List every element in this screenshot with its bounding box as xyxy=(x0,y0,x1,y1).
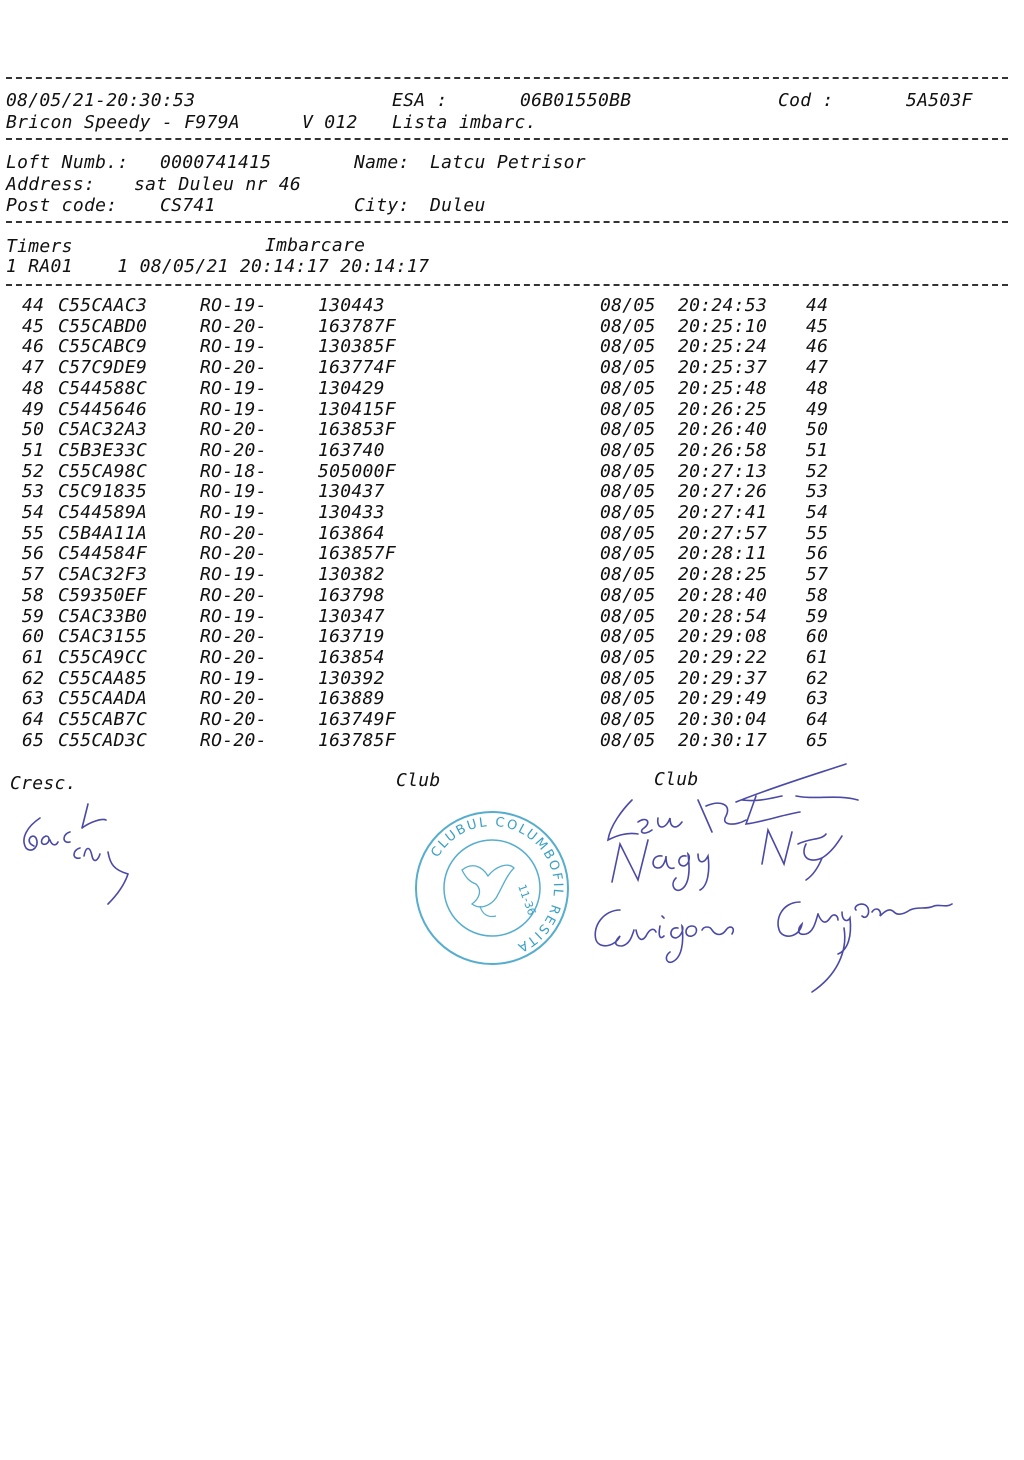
ring-prefix: RO-20- xyxy=(200,522,267,544)
arrival-time: 20:26:25 xyxy=(678,398,768,420)
arrival-position: 44 xyxy=(806,295,829,316)
arrival-time: 20:29:37 xyxy=(678,667,768,689)
arrival-date: 08/05 xyxy=(600,543,656,565)
row-number: 53 xyxy=(22,481,45,503)
arrival-time: 20:29:08 xyxy=(678,626,768,648)
arrival-position: 47 xyxy=(806,357,829,379)
arrival-time: 20:25:24 xyxy=(678,336,768,358)
arrival-position: 45 xyxy=(806,315,829,337)
ring-prefix: RO-20- xyxy=(200,543,267,565)
arrival-date: 08/05 xyxy=(600,564,656,586)
arrival-position: 59 xyxy=(806,605,829,627)
arrival-date: 08/05 xyxy=(600,709,656,730)
row-number: 57 xyxy=(22,564,45,586)
arrival-date: 08/05 xyxy=(600,667,656,689)
arrival-time: 20:25:37 xyxy=(678,357,768,379)
row-number: 59 xyxy=(22,605,45,627)
ring-number: 130433 xyxy=(318,502,385,523)
ring-number: 130415F xyxy=(318,398,396,420)
address-value: sat Duleu nr 46 xyxy=(134,174,302,195)
arrival-date: 08/05 xyxy=(600,460,656,482)
ring-number: 130382 xyxy=(318,564,385,586)
chip-id: C55CA9CC xyxy=(58,646,148,668)
row-number: 63 xyxy=(22,688,45,710)
arrival-date: 08/05 xyxy=(600,419,656,441)
ring-number: 163798 xyxy=(318,584,385,606)
arrival-position: 49 xyxy=(806,398,829,420)
row-number: 54 xyxy=(22,502,45,523)
row-number: 51 xyxy=(22,439,45,461)
arrival-date: 08/05 xyxy=(600,315,656,337)
device-version: V 012 xyxy=(302,112,358,133)
ring-prefix: RO-20- xyxy=(200,357,267,379)
ring-prefix: RO-20- xyxy=(200,315,267,337)
ring-number: 163853F xyxy=(318,419,396,441)
ring-number: 130437 xyxy=(318,481,385,503)
list-title: Lista imbarc. xyxy=(392,112,537,133)
ring-number: 130347 xyxy=(318,605,385,627)
arrival-date: 08/05 xyxy=(600,336,656,358)
esa-value: 06B01550BB xyxy=(520,90,632,111)
ring-prefix: RO-20- xyxy=(200,729,267,751)
chip-id: C55CA98C xyxy=(58,460,148,482)
arrival-date: 08/05 xyxy=(600,729,656,751)
ring-prefix: RO-19- xyxy=(200,605,267,627)
arrival-date: 08/05 xyxy=(600,522,656,544)
stamp-text: CLUBUL COLUMBOFIL RESITA xyxy=(428,814,566,956)
chip-id: C55CABC9 xyxy=(58,336,148,358)
arrival-date: 08/05 xyxy=(600,295,656,316)
arrival-date: 08/05 xyxy=(600,605,656,627)
chip-id: C5B4A11A xyxy=(58,522,148,544)
row-number: 44 xyxy=(22,295,45,316)
arrival-time: 20:30:17 xyxy=(678,729,768,751)
ring-prefix: RO-19- xyxy=(200,564,267,586)
ring-number: 130443 xyxy=(318,295,385,316)
chip-id: C55CAADA xyxy=(58,688,148,710)
ring-prefix: RO-20- xyxy=(200,646,267,668)
arrival-position: 61 xyxy=(806,646,829,668)
arrival-position: 56 xyxy=(806,543,829,565)
row-number: 50 xyxy=(22,419,45,441)
chip-id: C55CABD0 xyxy=(58,315,148,337)
arrival-date: 08/05 xyxy=(600,377,656,399)
chip-id: C5AC3155 xyxy=(58,626,148,648)
chip-id: C55CAAC3 xyxy=(58,295,148,316)
postcode-label: Post code: xyxy=(6,195,118,216)
arrival-position: 53 xyxy=(806,481,829,503)
arrival-date: 08/05 xyxy=(600,502,656,523)
arrival-date: 08/05 xyxy=(600,357,656,379)
ring-number: 163787F xyxy=(318,315,396,337)
arrival-time: 20:26:40 xyxy=(678,419,768,441)
breeder-signature xyxy=(10,798,140,918)
loft-number-label: Loft Numb.: xyxy=(6,152,129,173)
arrival-position: 60 xyxy=(806,626,829,648)
chip-id: C5AC33B0 xyxy=(58,605,148,627)
ring-number: 130429 xyxy=(318,377,385,399)
row-number: 61 xyxy=(22,646,45,668)
ring-prefix: RO-20- xyxy=(200,419,267,441)
chip-id: C544588C xyxy=(58,377,148,399)
ring-number: 163854 xyxy=(318,646,385,668)
arrival-time: 20:27:57 xyxy=(678,522,768,544)
ring-prefix: RO-19- xyxy=(200,667,267,689)
arrival-position: 65 xyxy=(806,729,829,751)
ring-prefix: RO-18- xyxy=(200,460,267,482)
arrival-date: 08/05 xyxy=(600,398,656,420)
ring-number: 163889 xyxy=(318,688,385,710)
chip-id: C5AC32A3 xyxy=(58,419,148,441)
address-label: Address: xyxy=(6,174,96,195)
chip-id: C544589A xyxy=(58,502,148,523)
arrival-time: 20:28:40 xyxy=(678,584,768,606)
chip-id: C55CAA85 xyxy=(58,667,148,689)
ring-prefix: RO-19- xyxy=(200,398,267,420)
postcode-value: CS741 xyxy=(160,195,216,216)
ring-number: 163774F xyxy=(318,357,396,379)
row-number: 64 xyxy=(22,709,45,730)
ring-prefix: RO-20- xyxy=(200,439,267,461)
arrival-time: 20:30:04 xyxy=(678,709,768,730)
arrival-position: 64 xyxy=(806,709,829,730)
ring-number: 163740 xyxy=(318,439,385,461)
arrival-time: 20:26:58 xyxy=(678,439,768,461)
arrival-date: 08/05 xyxy=(600,481,656,503)
arrival-position: 55 xyxy=(806,522,829,544)
arrival-position: 57 xyxy=(806,564,829,586)
chip-id: C55CAB7C xyxy=(58,709,148,730)
ring-number: 163785F xyxy=(318,729,396,751)
report-datetime: 08/05/21-20:30:53 xyxy=(6,90,196,111)
row-number: 62 xyxy=(22,667,45,689)
club-signatures xyxy=(586,760,966,1000)
ring-prefix: RO-19- xyxy=(200,295,267,316)
imbarcare-label: Imbarcare xyxy=(265,235,366,256)
name-label: Name: xyxy=(354,152,410,173)
arrival-time: 20:28:11 xyxy=(678,543,768,565)
separator-timers xyxy=(6,284,1008,286)
row-number: 65 xyxy=(22,729,45,751)
chip-id: C5AC32F3 xyxy=(58,564,148,586)
chip-id: C59350EF xyxy=(58,584,148,606)
row-number: 47 xyxy=(22,357,45,379)
arrival-date: 08/05 xyxy=(600,688,656,710)
city-label: City: xyxy=(354,195,410,216)
chip-id: C5B3E33C xyxy=(58,439,148,461)
ring-prefix: RO-19- xyxy=(200,481,267,503)
ring-number: 163719 xyxy=(318,626,385,648)
row-number: 49 xyxy=(22,398,45,420)
ring-prefix: RO-20- xyxy=(200,626,267,648)
club-stamp xyxy=(410,806,574,970)
row-number: 52 xyxy=(22,460,45,482)
arrival-position: 63 xyxy=(806,688,829,710)
chip-id: C5C91835 xyxy=(58,481,148,503)
ring-prefix: RO-20- xyxy=(200,584,267,606)
separator-header xyxy=(6,138,1008,140)
row-number: 58 xyxy=(22,584,45,606)
separator-loft xyxy=(6,221,1008,223)
row-number: 45 xyxy=(22,315,45,337)
ring-prefix: RO-19- xyxy=(200,502,267,523)
arrival-date: 08/05 xyxy=(600,584,656,606)
arrival-time: 20:27:26 xyxy=(678,481,768,503)
ring-prefix: RO-20- xyxy=(200,709,267,730)
cresc-label: Cresc. xyxy=(10,773,77,794)
arrival-time: 20:25:10 xyxy=(678,315,768,337)
ring-prefix: RO-20- xyxy=(200,688,267,710)
chip-id: C55CAD3C xyxy=(58,729,148,751)
chip-id: C5445646 xyxy=(58,398,148,420)
city-value: Duleu xyxy=(430,195,486,216)
arrival-position: 48 xyxy=(806,377,829,399)
club-label-1: Club xyxy=(396,770,441,791)
arrival-position: 50 xyxy=(806,419,829,441)
ring-number: 505000F xyxy=(318,460,396,482)
arrival-time: 20:29:49 xyxy=(678,688,768,710)
arrival-time: 20:29:22 xyxy=(678,646,768,668)
arrival-position: 62 xyxy=(806,667,829,689)
separator-top xyxy=(6,77,1008,79)
arrival-date: 08/05 xyxy=(600,626,656,648)
chip-id: C544584F xyxy=(58,543,148,565)
arrival-time: 20:27:13 xyxy=(678,460,768,482)
arrival-position: 46 xyxy=(806,336,829,358)
arrival-position: 51 xyxy=(806,439,829,461)
timers-label: Timers xyxy=(6,236,73,257)
row-number: 48 xyxy=(22,377,45,399)
arrival-position: 58 xyxy=(806,584,829,606)
ring-prefix: RO-19- xyxy=(200,336,267,358)
row-number: 55 xyxy=(22,522,45,544)
arrival-time: 20:28:54 xyxy=(678,605,768,627)
arrival-time: 20:24:53 xyxy=(678,295,768,316)
arrival-time: 20:25:48 xyxy=(678,377,768,399)
row-number: 46 xyxy=(22,336,45,358)
stamp-number: 11-36 xyxy=(515,882,539,918)
row-number: 60 xyxy=(22,626,45,648)
timer-line: 1 RA01 1 08/05/21 20:14:17 20:14:17 xyxy=(6,256,430,277)
club-label-2: Club xyxy=(654,769,699,790)
arrival-position: 52 xyxy=(806,460,829,482)
ring-number: 163864 xyxy=(318,522,385,544)
esa-label: ESA : xyxy=(392,90,448,111)
arrival-position: 54 xyxy=(806,502,829,523)
ring-number: 130392 xyxy=(318,667,385,689)
arrival-date: 08/05 xyxy=(600,646,656,668)
chip-id: C57C9DE9 xyxy=(58,357,148,379)
ring-number: 130385F xyxy=(318,336,396,358)
arrival-date: 08/05 xyxy=(600,439,656,461)
name-value: Latcu Petrisor xyxy=(430,152,586,173)
device-name: Bricon Speedy - F979A xyxy=(6,112,240,133)
arrival-time: 20:28:25 xyxy=(678,564,768,586)
ring-number: 163857F xyxy=(318,543,396,565)
ring-prefix: RO-19- xyxy=(200,377,267,399)
cod-label: Cod : xyxy=(778,90,834,111)
ring-number: 163749F xyxy=(318,709,396,730)
cod-value: 5A503F xyxy=(906,90,973,111)
loft-number-value: 0000741415 xyxy=(160,152,272,173)
arrival-time: 20:27:41 xyxy=(678,502,768,523)
row-number: 56 xyxy=(22,543,45,565)
